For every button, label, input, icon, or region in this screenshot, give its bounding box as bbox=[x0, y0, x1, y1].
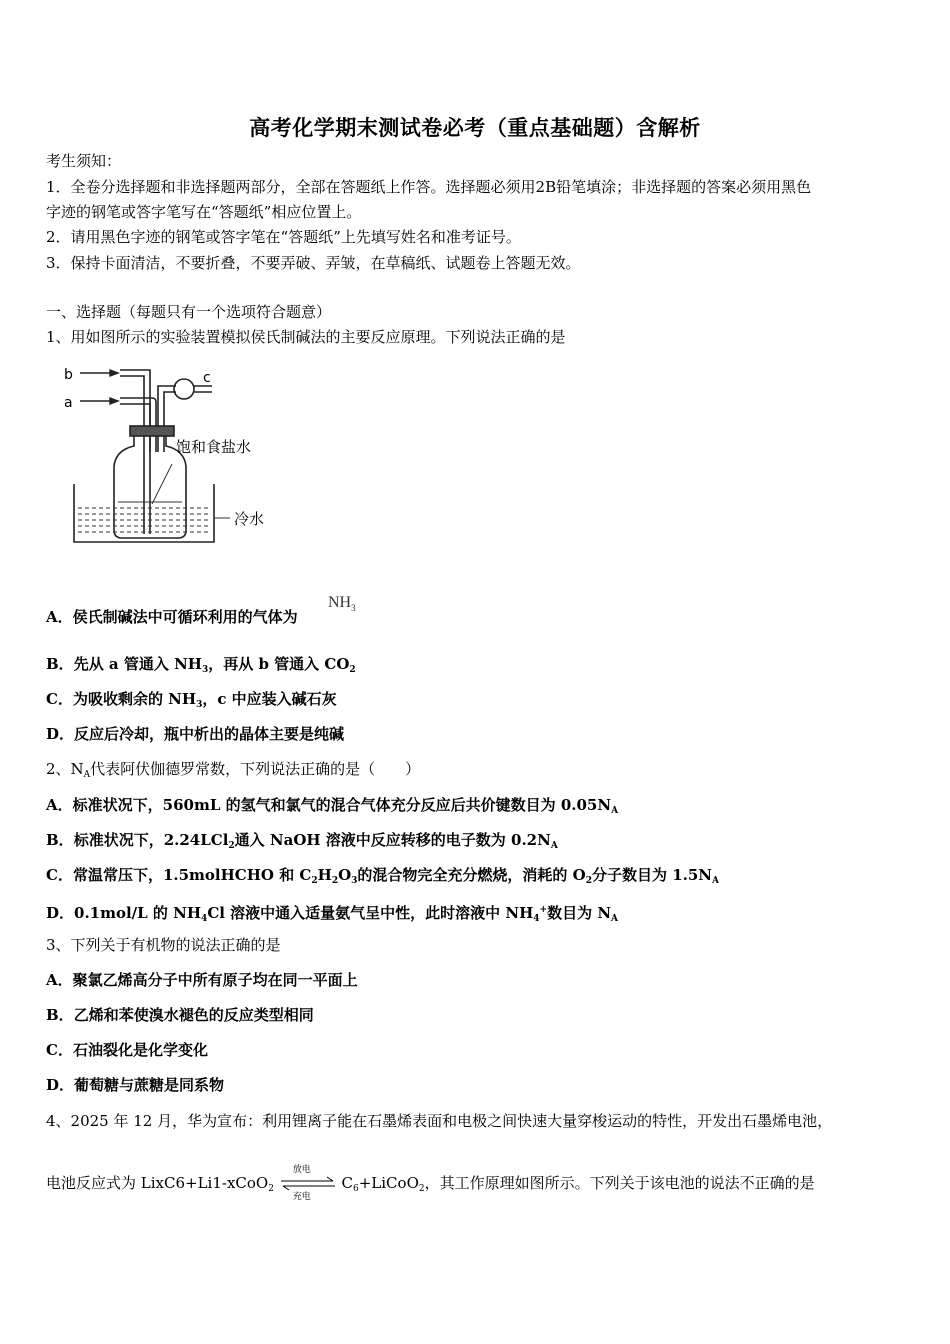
stem-text: 代表阿伏伽德罗常数，下列说法正确的是（ ） bbox=[90, 760, 421, 778]
option-label: A． bbox=[46, 796, 73, 814]
option-text: ，c 中应装入碱石灰 bbox=[202, 690, 337, 708]
subscript: 3 bbox=[351, 876, 358, 886]
option-text: 标准状况下，560mL 的氢气和氯气的混合气体充分反应后共价键数目为 0.05N bbox=[72, 796, 612, 814]
subscript: 2 bbox=[268, 1184, 274, 1194]
subscript: 6 bbox=[353, 1184, 359, 1194]
subscript: A bbox=[611, 806, 619, 816]
question-4-equation bbox=[46, 1165, 815, 1202]
notice-heading: 考生须知： bbox=[46, 152, 122, 170]
arrow-label-discharge: 放电 bbox=[292, 1165, 311, 1175]
option-text: 侯氏制碱法中可循环利用的气体为 bbox=[72, 608, 298, 626]
q1-option-d bbox=[46, 723, 344, 745]
formula-main: NH bbox=[328, 594, 352, 611]
q3-option-d bbox=[46, 1074, 224, 1096]
q2-option-b bbox=[46, 829, 558, 857]
stem-text: 2、N bbox=[46, 760, 84, 778]
subscript: 2 bbox=[331, 876, 339, 886]
option-label: A． bbox=[46, 971, 73, 989]
option-label: D． bbox=[46, 725, 75, 743]
option-text: 标准状况下，2.24LCl bbox=[73, 831, 229, 849]
figure-label-a: a bbox=[64, 395, 73, 411]
subscript: A bbox=[83, 770, 91, 780]
q2-option-d bbox=[46, 899, 618, 930]
option-label: A． bbox=[46, 608, 73, 626]
question-4-stem: 4、2025 年 12 月，华为宣布：利用锂离子能在石墨烯表面和电极之间快速大量穿梭运动的特性，开发出石墨烯电池， bbox=[46, 1112, 833, 1130]
apparatus-figure bbox=[58, 362, 290, 548]
subscript: 2 bbox=[228, 841, 235, 851]
option-text: 0.1mol/L 的 NH bbox=[74, 904, 202, 922]
option-text: ，再从 b 管通入 CO bbox=[208, 655, 350, 673]
q1-option-b bbox=[46, 653, 356, 681]
option-text: 乙烯和苯使溴水褪色的反应类型相同 bbox=[73, 1006, 314, 1024]
equation-text: C bbox=[341, 1174, 353, 1192]
option-label: D． bbox=[46, 1076, 75, 1094]
formula-sub: 3 bbox=[351, 603, 356, 613]
option-text: 先从 a 管通入 NH bbox=[73, 655, 202, 673]
nh3-formula bbox=[328, 594, 356, 613]
option-label: C． bbox=[46, 1041, 73, 1059]
option-label: C． bbox=[46, 866, 73, 884]
option-text: 数目为 N bbox=[547, 904, 612, 922]
option-text: 常温常压下，1.5molHCHO 和 C bbox=[72, 866, 312, 884]
q1-option-c bbox=[46, 688, 337, 716]
subscript: 2 bbox=[418, 1184, 425, 1194]
subscript: 3 bbox=[201, 665, 209, 675]
notice-item: 2．请用黑色字迹的钢笔或答字笔在“答题纸”上先填写姓名和准考证号。 bbox=[46, 228, 521, 246]
subscript: 2 bbox=[311, 876, 318, 886]
option-text: 为吸收剩余的 NH bbox=[72, 690, 197, 708]
option-label: C． bbox=[46, 690, 73, 708]
equation-text: +LiCoO bbox=[358, 1174, 419, 1192]
subscript: 2 bbox=[349, 665, 356, 675]
subscript: A bbox=[550, 841, 558, 851]
option-text: 反应后冷却，瓶中析出的晶体主要是纯碱 bbox=[74, 725, 345, 743]
question-1-stem: 1、用如图所示的实验装置模拟侯氏制碱法的主要反应原理。下列说法正确的是 bbox=[46, 328, 566, 346]
arrow-label-charge: 充电 bbox=[292, 1192, 311, 1202]
figure-label-cold-water: 冷水 bbox=[234, 510, 265, 528]
q2-option-a bbox=[46, 794, 618, 822]
q1-option-a bbox=[46, 606, 298, 628]
figure-label-brine: 饱和食盐水 bbox=[176, 438, 252, 456]
superscript: + bbox=[539, 905, 548, 915]
option-text: 石油裂化是化学变化 bbox=[72, 1041, 208, 1059]
option-text: O bbox=[338, 866, 352, 884]
option-text: 葡萄糖与蔗糖是同系物 bbox=[74, 1076, 225, 1094]
subscript: 4 bbox=[201, 914, 208, 924]
question-3-stem: 3、下列关于有机物的说法正确的是 bbox=[46, 936, 281, 954]
q3-option-a bbox=[46, 969, 358, 991]
option-text: 聚氯乙烯高分子中所有原子均在同一平面上 bbox=[72, 971, 358, 989]
reversible-arrow-icon bbox=[279, 1165, 337, 1202]
option-text: 的混合物完全充分燃烧，消耗的 O bbox=[357, 866, 586, 884]
option-text: 通入 NaOH 溶液中反应转移的电子数为 0.2N bbox=[234, 831, 551, 849]
subscript: A bbox=[712, 876, 719, 886]
page-title: 高考化学期末测试卷必考（重点基础题）含解析 bbox=[249, 115, 701, 140]
q3-option-c bbox=[46, 1039, 208, 1061]
option-label: B． bbox=[46, 831, 74, 849]
option-text: H bbox=[317, 866, 332, 884]
notice-item: 字迹的钢笔或答字笔写在“答题纸”相应位置上。 bbox=[46, 203, 362, 221]
subscript: 2 bbox=[585, 876, 592, 886]
subscript: A bbox=[611, 914, 619, 924]
equation-text: ，其工作原理如图所示。下列关于该电池的说法不正确的是 bbox=[424, 1174, 815, 1192]
subscript: 3 bbox=[196, 700, 203, 710]
section-heading: 一、选择题（每题只有一个选项符合题意） bbox=[46, 303, 332, 321]
option-label: D． bbox=[46, 904, 75, 922]
question-2-stem bbox=[46, 758, 420, 786]
q2-option-c bbox=[46, 864, 719, 892]
equation-text: 电池反应式为 LixC6+Li1-xCoO bbox=[46, 1174, 269, 1192]
option-label: B． bbox=[46, 1006, 74, 1024]
option-text: 分子数目为 1.5N bbox=[591, 866, 713, 884]
notice-item: 3．保持卡面清洁，不要折叠，不要弄破、弄皱，在草稿纸、试题卷上答题无效。 bbox=[46, 254, 581, 272]
option-text: Cl 溶液中通入适量氨气呈中性，此时溶液中 NH bbox=[207, 904, 534, 922]
figure-label-b: b bbox=[64, 367, 73, 383]
notice-item: 1．全卷分选择题和非选择题两部分，全部在答题纸上作答。选择题必须用2B铅笔填涂；非选择题的答案必须用黑色 bbox=[46, 178, 812, 196]
option-label: B． bbox=[46, 655, 74, 673]
subscript: 4 bbox=[533, 914, 540, 924]
figure-label-c: c bbox=[203, 370, 211, 386]
q3-option-b bbox=[46, 1004, 314, 1026]
